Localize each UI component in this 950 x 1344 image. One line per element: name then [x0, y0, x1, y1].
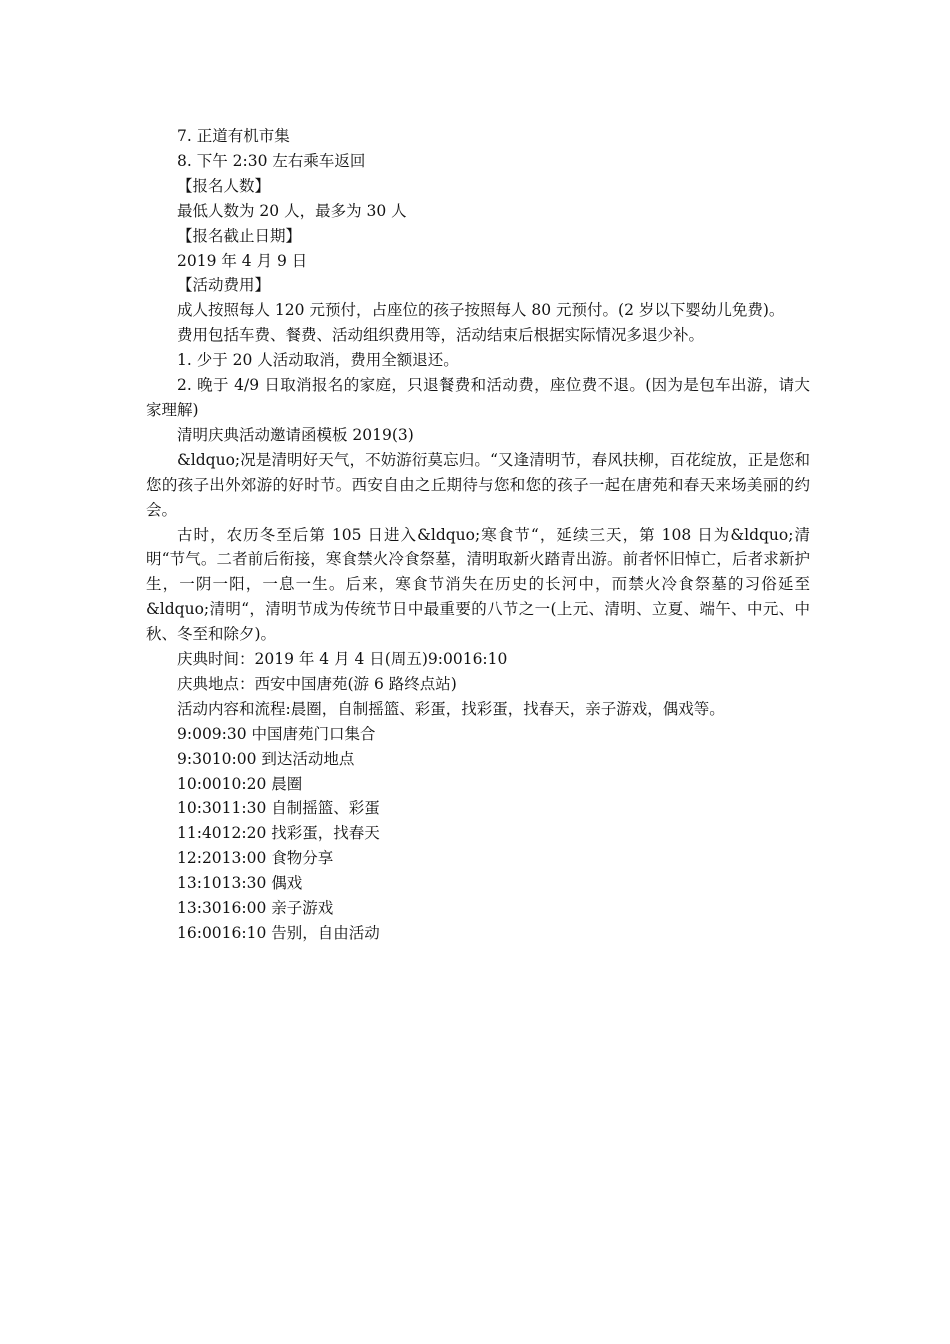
list-item-return: 8. 下午 2:30 左右乘车返回 [177, 151, 366, 170]
intro-paragraph: &ldquo;况是清明好天气，不妨游衍莫忘归。“又逢清明节，春风扶柳，百花绽放，正是您和您的孩子出外郊游的好时节。西安自由之丘期待与您和您的孩子一起在唐苑和春天来场美丽的约会。 [146, 450, 810, 519]
signup-count-text: 最低人数为 20 人，最多为 30 人 [177, 201, 407, 220]
section-heading-signup-count: 【报名人数】 [177, 176, 271, 195]
schedule-item: 10:3011:30 自制摇篮、彩蛋 [177, 799, 380, 818]
schedule-item: 13:3016:00 亲子游戏 [177, 899, 334, 918]
fee-includes-text: 费用包括车费、餐费、活动组织费用等，活动结束后根据实际情况多退少补。 [177, 326, 705, 345]
list-item-market: 7. 正道有机市集 [177, 127, 290, 145]
schedule-item: 16:0016:10 告别，自由活动 [177, 924, 380, 942]
schedule-item: 9:3010:00 到达活动地点 [177, 749, 355, 768]
schedule-item: 11:4012:20 找彩蛋，找春天 [177, 824, 380, 843]
deadline-text: 2019 年 4 月 9 日 [177, 251, 308, 270]
schedule-item: 9:009:30 中国唐苑门口集合 [177, 724, 376, 743]
refund-rule-2: 2. 晚于 4/9 日取消报名的家庭，只退餐费和活动费，座位费不退。(因为是包车出游，请大家理解) [146, 376, 810, 419]
document-body [146, 124, 810, 946]
section-heading-deadline: 【报名截止日期】 [177, 226, 302, 245]
event-time: 庆典时间：2019 年 4 月 4 日(周五)9:0016:10 [177, 650, 508, 669]
refund-rule-1: 1. 少于 20 人活动取消，费用全额退还。 [177, 351, 459, 370]
event-location: 庆典地点：西安中国唐苑(游 6 路终点站) [177, 674, 457, 693]
schedule-item: 12:2013:00 食物分享 [177, 849, 334, 868]
section-heading-fee: 【活动费用】 [177, 276, 271, 295]
invitation-title: 清明庆典活动邀请函模板 2019(3) [177, 425, 414, 444]
schedule-item: 13:1013:30 偶戏 [177, 874, 303, 893]
event-content: 活动内容和流程:晨圈，自制摇篮、彩蛋，找彩蛋，找春天，亲子游戏，偶戏等。 [177, 699, 725, 718]
fee-text: 成人按照每人 120 元预付，占座位的孩子按照每人 80 元预付。(2 岁以下婴幼儿免费)。 [177, 301, 785, 320]
history-paragraph: 古时，农历冬至后第 105 日进入&ldquo;寒食节“，延续三天，第 108 日为&ldquo;清明“节气。二者前后衔接，寒食禁火冷食祭墓，清明取新火踏青出游。前者怀旧悼亡，后者求新护生，一阴一阳，一息一生。后来，寒食节消失在历史的长河中，而禁火冷食祭墓的习俗延至&ldquo;清明“，清明节成为传统节日中最重要的八节之一(上元、清明、立夏、端午、中元、中秋、冬至和除夕)。 [146, 525, 810, 644]
schedule-item: 10:0010:20 晨圈 [177, 774, 303, 793]
